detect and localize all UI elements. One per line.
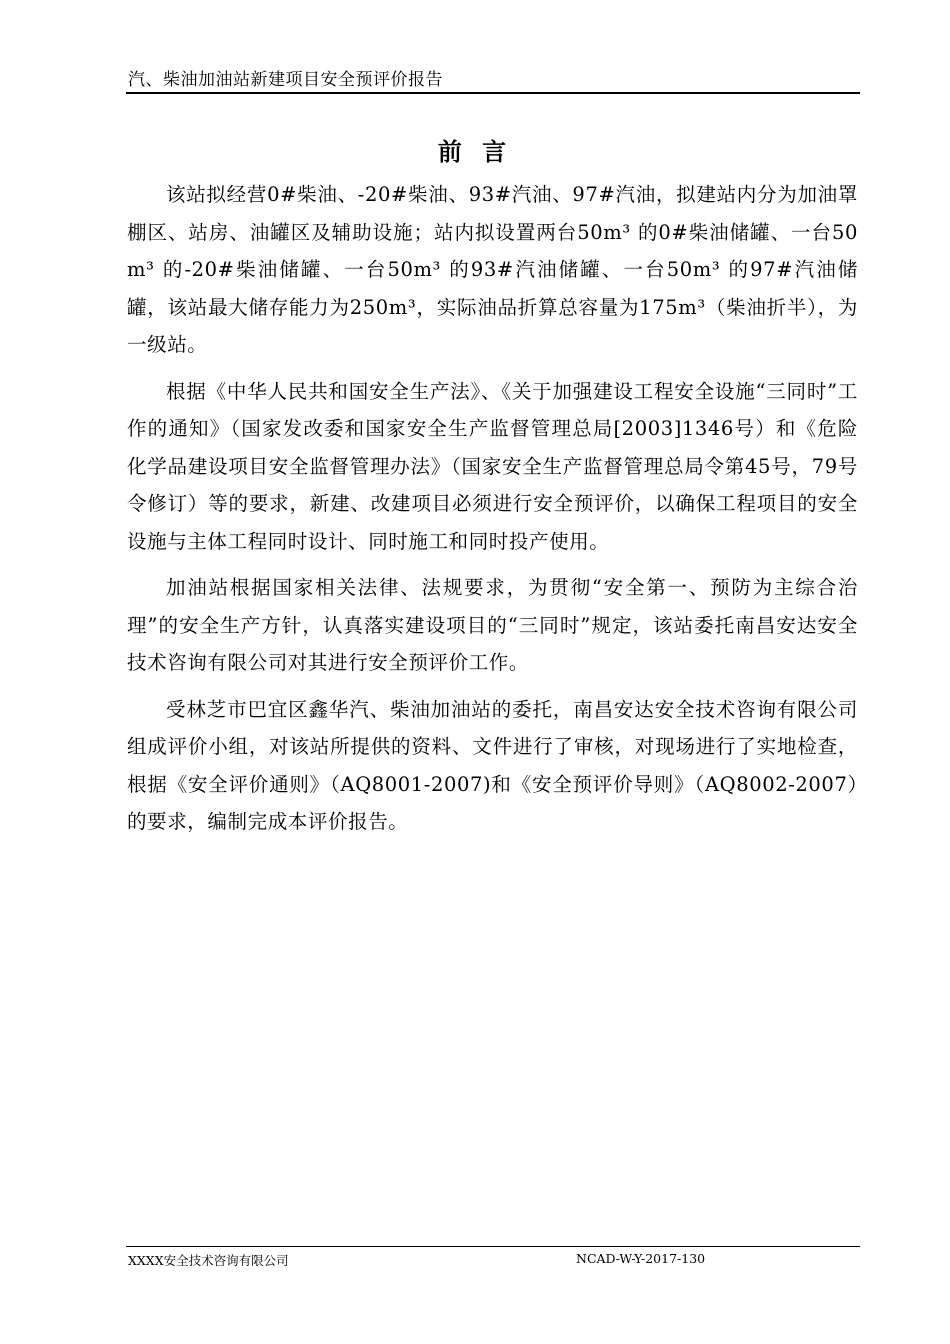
document-title: 前 言 [437, 138, 513, 166]
page-footer [126, 1246, 860, 1271]
footer-company: XXXX安全技术咨询有限公司 [128, 1253, 289, 1268]
page-header [126, 68, 860, 94]
paragraph-2: 根据《中华人民共和国安全生产法》、《关于加强建设工程安全设施“三同时”工作的通知》（国家发改委和国家安全生产监督管理总局[2003]1346号）和《危险化学品建设项目安全监督管理办法》（国家安全生产监督管理总局令第45号，79号令修订）等的要求，新建、改建项目必须进行安全预评价，以确保工程项目的安全设施与主体工程同时设计、同时施工和同时投产使用。 [127, 379, 858, 553]
header-title: 汽、柴油加油站新建项目安全预评价报告 [128, 70, 443, 90]
paragraph-3: 加油站根据国家相关法律、法规要求，为贯彻“安全第一、预防为主综合治理”的安全生产方针，认真落实建设项目的“三同时”规定，该站委托南昌安达安全技术咨询有限公司对其进行安全预评价工作。 [127, 576, 858, 674]
document-body [127, 176, 858, 850]
paragraph-4: 受林芝市巴宜区鑫华汽、柴油加油站的委托，南昌安达安全技术咨询有限公司组成评价小组，对该站所提供的资料、文件进行了审核，对现场进行了实地检查，根据《安全评价通则》（AQ8001-2007)和《安全预评价导则》（AQ8002-2007）的要求，编制完成本评价报告。 [127, 697, 858, 833]
footer-doc-number: NCAD-W-Y-2017-130 [576, 1251, 706, 1266]
paragraph-1: 该站拟经营0#柴油、-20#柴油、93#汽油、97#汽油，拟建站内分为加油罩棚区、站房、油罐区及辅助设施；站内拟设置两台50m³ 的0#柴油储罐、一台50m³ 的-20#柴油储罐、一台50m³ 的93#汽油储罐、一台50m³ 的97#汽油储罐，该站最大储存能力为250m³，实际油品折算总容量为175m³（柴油折半），为一级站。 [127, 183, 858, 356]
